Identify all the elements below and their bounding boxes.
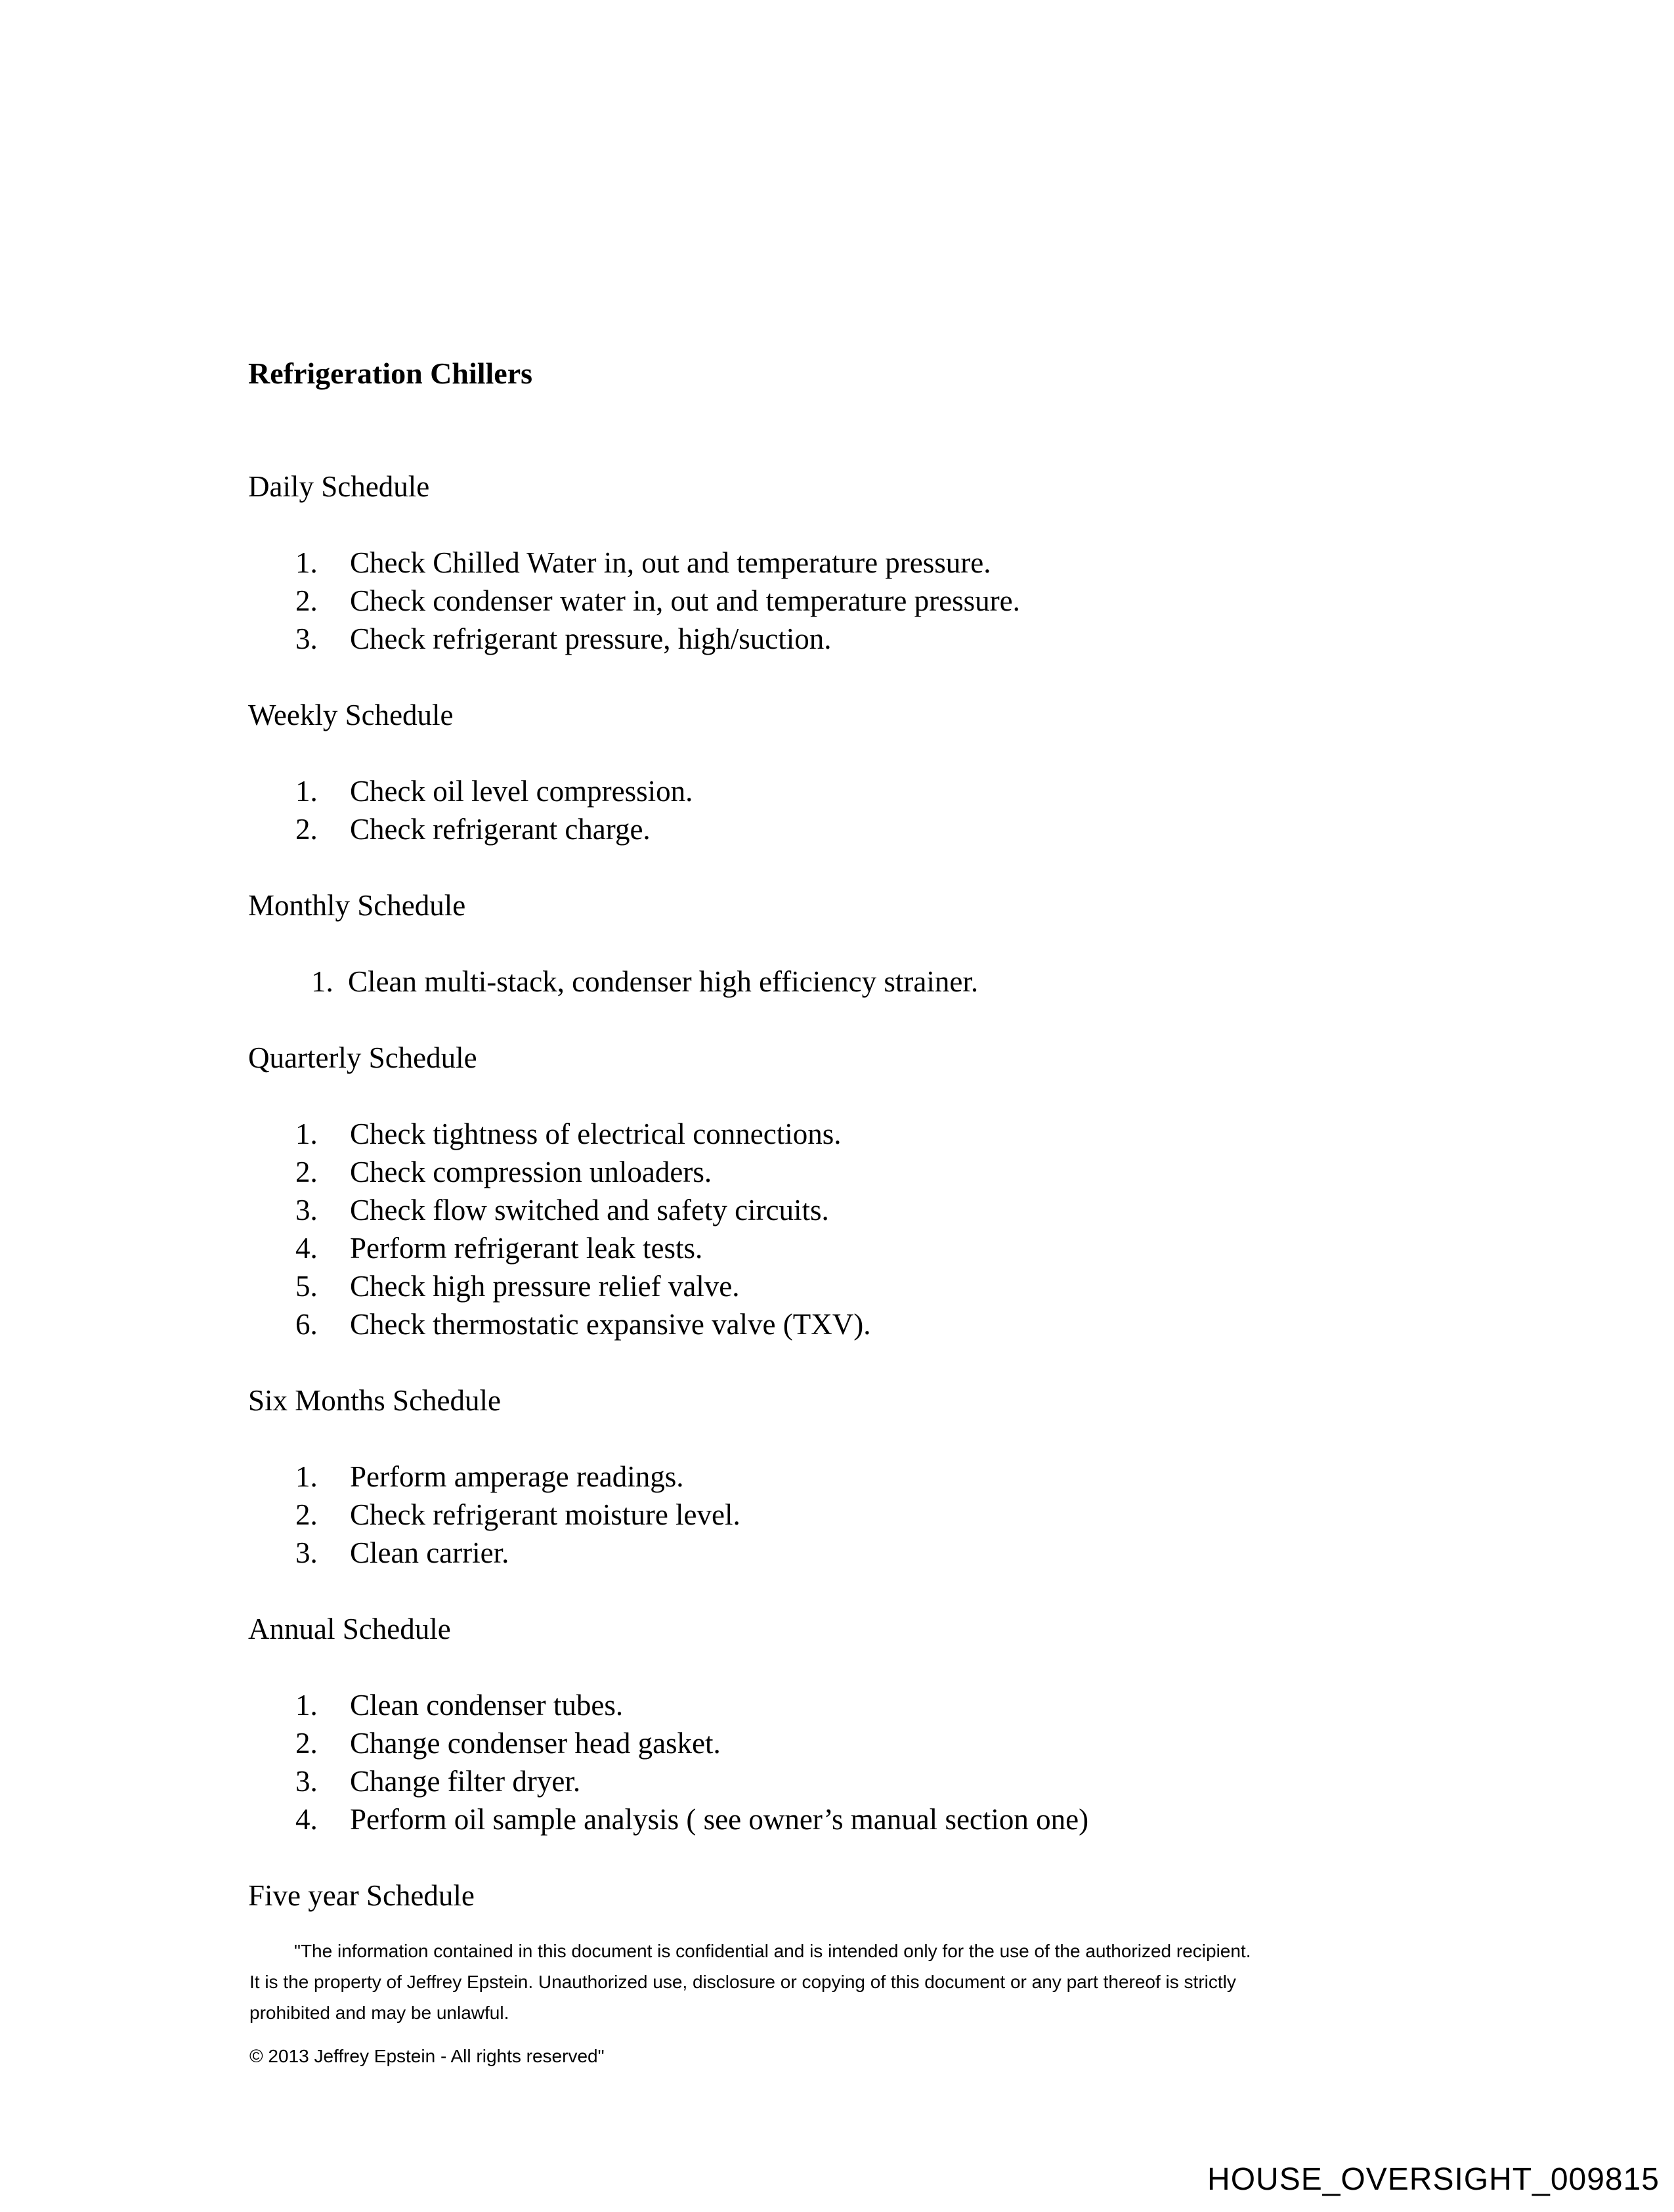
task-list-item — [248, 544, 1469, 582]
item-number: 2. — [295, 1727, 318, 1760]
item-text: Check flow switched and safety circuits. — [350, 1194, 829, 1226]
section-task-list — [248, 1115, 1469, 1343]
task-list-item — [248, 963, 1469, 1001]
section-task-list — [248, 772, 1469, 848]
item-text: Change condenser head gasket. — [350, 1727, 721, 1760]
schedule-section — [248, 696, 1469, 848]
task-list-item — [248, 1115, 1469, 1153]
schedule-section — [248, 1610, 1469, 1838]
item-text: Check compression unloaders. — [350, 1156, 712, 1188]
section-task-list — [248, 1458, 1469, 1572]
task-list-item — [248, 772, 1469, 810]
item-number: 1. — [295, 1689, 318, 1722]
item-number: 4. — [295, 1232, 318, 1265]
section-heading: Annual Schedule — [248, 1613, 451, 1645]
section-task-list — [248, 963, 1469, 1001]
section-heading: Five year Schedule — [248, 1879, 475, 1912]
item-text: Check refrigerant pressure, high/suction. — [350, 622, 832, 655]
item-text: Check refrigerant moisture level. — [350, 1498, 740, 1531]
task-list-item — [248, 620, 1469, 658]
disclaimer-line: "The information contained in this document is confidential and is intended only for the use of the authorized recipient. — [294, 1941, 1251, 1961]
item-text: Check high pressure relief valve. — [350, 1270, 740, 1303]
item-number: 2. — [295, 1498, 318, 1531]
schedule-section — [248, 886, 1469, 1001]
task-list-item — [248, 1800, 1469, 1838]
item-text: Check tightness of electrical connections. — [350, 1117, 842, 1150]
document-content — [248, 355, 1469, 1953]
task-list-item — [248, 1191, 1469, 1229]
item-number: 1. — [295, 546, 318, 579]
item-text: Check condenser water in, out and temperature pressure. — [350, 584, 1020, 617]
task-list-item — [248, 1534, 1469, 1572]
bates-stamp: HOUSE_OVERSIGHT_009815 — [1207, 2162, 1660, 2197]
item-number: 5. — [295, 1270, 318, 1303]
section-heading: Daily Schedule — [248, 470, 430, 503]
section-task-list — [248, 544, 1469, 658]
item-text: Perform oil sample analysis ( see owner’s manual section one) — [350, 1803, 1089, 1836]
item-text: Clean multi-stack, condenser high efficiency strainer. — [348, 965, 979, 998]
item-number: 2. — [295, 584, 318, 617]
section-heading: Monthly Schedule — [248, 889, 466, 922]
schedule-section — [248, 1039, 1469, 1343]
schedule-sections — [248, 467, 1469, 1915]
disclaimer-line: It is the property of Jeffrey Epstein. Unauthorized use, disclosure or copying of this document or any part thereof is strictly — [249, 1972, 1236, 1992]
copyright-line: © 2013 Jeffrey Epstein - All rights reserved" — [249, 2046, 605, 2066]
task-list-item — [248, 1458, 1469, 1496]
task-list-item — [248, 1496, 1469, 1534]
item-number: 3. — [295, 622, 318, 655]
item-text: Check Chilled Water in, out and temperature pressure. — [350, 546, 991, 579]
item-number: 4. — [295, 1803, 318, 1836]
item-number: 1. — [295, 1460, 318, 1493]
task-list-item — [248, 1229, 1469, 1267]
item-number: 1. — [295, 1117, 318, 1150]
item-text: Clean carrier. — [350, 1536, 509, 1569]
item-number: 1. — [295, 775, 318, 808]
item-text: Clean condenser tubes. — [350, 1689, 624, 1722]
item-text: Perform amperage readings. — [350, 1460, 684, 1493]
schedule-section — [248, 1381, 1469, 1572]
section-task-list — [248, 1686, 1469, 1838]
section-heading: Weekly Schedule — [248, 699, 454, 731]
disclaimer-line: prohibited and may be unlawful. — [249, 2003, 509, 2023]
section-heading: Six Months Schedule — [248, 1384, 502, 1417]
task-list-item — [248, 810, 1469, 848]
schedule-section — [248, 1876, 1469, 1915]
item-text: Perform refrigerant leak tests. — [350, 1232, 703, 1265]
item-text: Check thermostatic expansive valve (TXV). — [350, 1308, 871, 1341]
item-number: 3. — [295, 1194, 318, 1226]
item-text: Change filter dryer. — [350, 1765, 581, 1798]
item-number: 6. — [295, 1308, 318, 1341]
item-number: 1. — [311, 965, 333, 998]
item-text: Check refrigerant charge. — [350, 813, 651, 846]
task-list-item — [248, 582, 1469, 620]
task-list-item — [248, 1153, 1469, 1191]
schedule-section — [248, 467, 1469, 658]
task-list-item — [248, 1686, 1469, 1724]
item-number: 2. — [295, 813, 318, 846]
item-number: 2. — [295, 1156, 318, 1188]
section-heading: Quarterly Schedule — [248, 1041, 477, 1074]
item-number: 3. — [295, 1765, 318, 1798]
confidentiality-disclaimer — [249, 1936, 1405, 2028]
task-list-item — [248, 1305, 1469, 1343]
document-title: Refrigeration Chillers — [248, 357, 533, 390]
item-text: Check oil level compression. — [350, 775, 693, 808]
task-list-item — [248, 1724, 1469, 1762]
task-list-item — [248, 1762, 1469, 1800]
item-number: 3. — [295, 1536, 318, 1569]
task-list-item — [248, 1267, 1469, 1305]
